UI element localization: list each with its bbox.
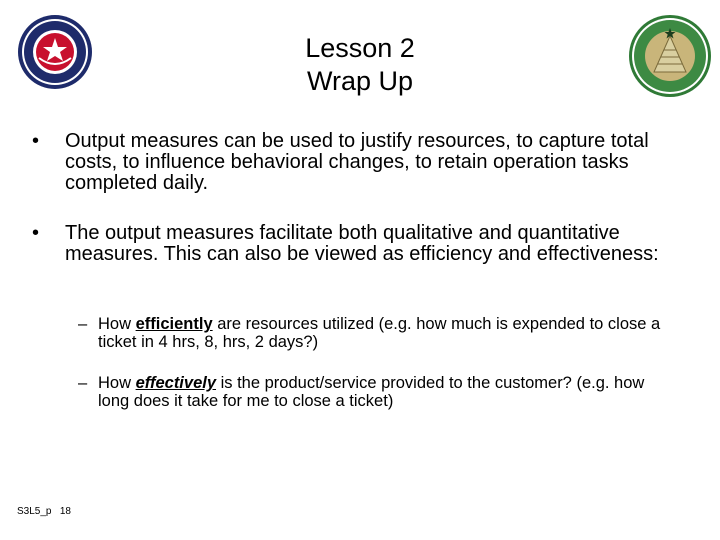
bullet-text: Output measures can be used to justify resources, to capture total costs, to influence behavioral changes, to retain operation tasks completed daily. <box>65 130 649 194</box>
assistant-secretary-army-seal-logo <box>17 14 93 90</box>
sub-bullet-prefix: How <box>98 315 136 333</box>
slide-title <box>200 32 520 98</box>
emphasis-effectively: effectively <box>135 374 217 392</box>
emphasis-efficiently: efficiently <box>135 315 213 333</box>
sub-bullet-marker: – <box>78 374 88 392</box>
slide-footer <box>17 506 71 518</box>
bullet-text: The output measures facilitate both qualitative and quantitative measures. This can also be viewed as efficiency and effectiveness: <box>65 222 659 265</box>
bullet-marker: • <box>32 222 40 244</box>
slide-code: S3L5_p <box>17 506 52 517</box>
sub-bullet-suffix: is the product/service provided to the customer? (e.g. how long does it take for me to close a ticket) <box>98 374 645 410</box>
sub-bullet-suffix: are resources utilized (e.g. how much is expended to close a ticket in 4 hrs, 8, hrs, 2 days?) <box>98 315 661 351</box>
title-line-1: Lesson 2 <box>305 33 415 63</box>
sub-bullet-text <box>98 315 678 351</box>
united-states-army-seal-logo <box>628 14 712 98</box>
sub-bullet-prefix: How <box>98 374 136 392</box>
sub-bullet-marker: – <box>78 315 88 333</box>
page-number: 18 <box>59 506 71 517</box>
sub-bullet-text <box>98 374 678 410</box>
bullet-marker: • <box>32 130 40 152</box>
title-line-2: Wrap Up <box>306 66 414 96</box>
